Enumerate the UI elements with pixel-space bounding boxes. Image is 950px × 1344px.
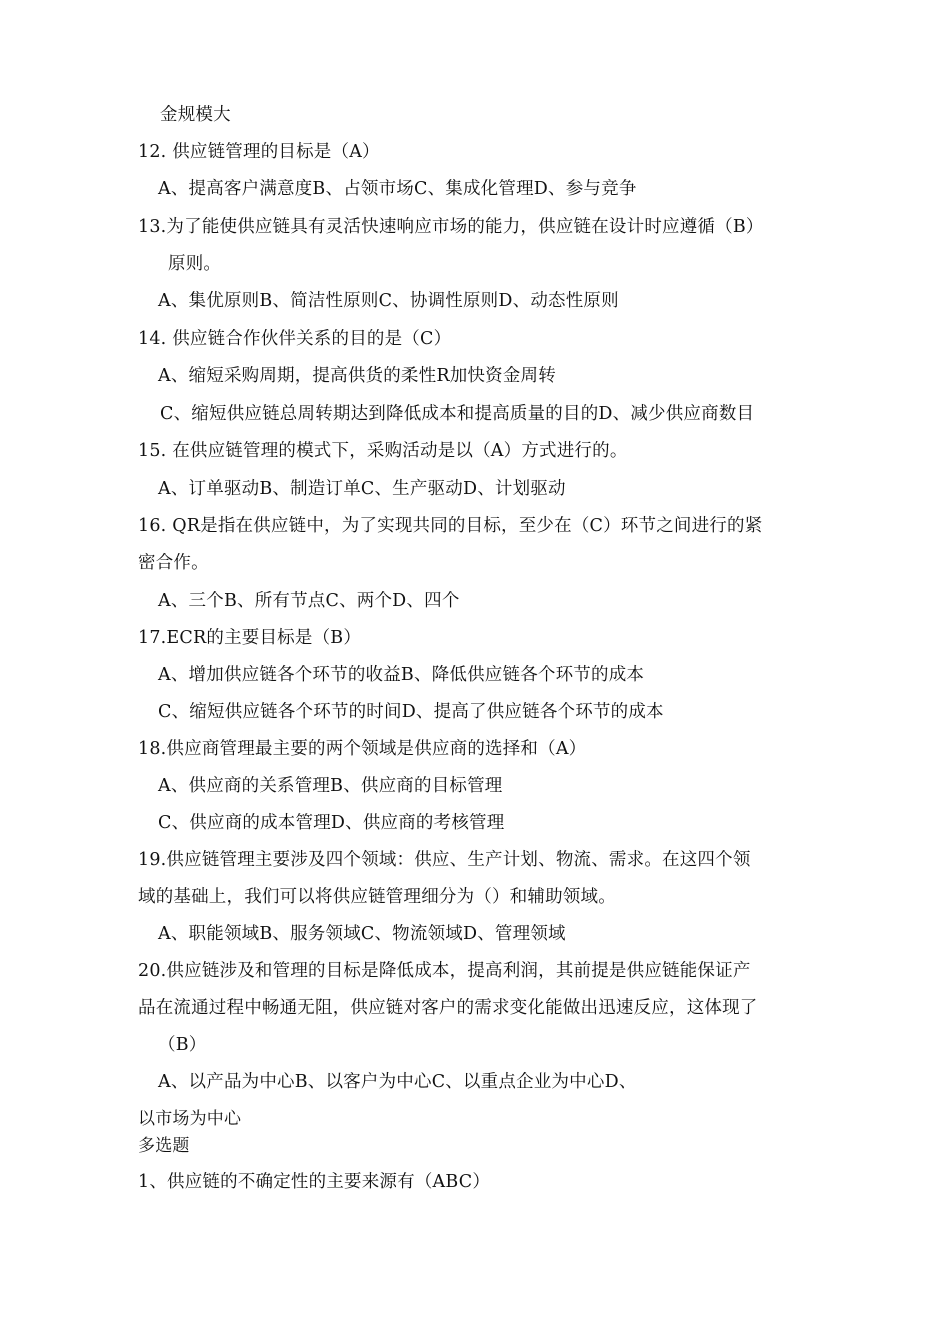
- question-20-cont: 品在流通过程中畅通无阻，供应链对客户的需求变化能做出迅速反应，这体现了: [138, 998, 758, 1018]
- question-16-cont: 密合作。: [138, 553, 209, 573]
- question-12: 12. 供应链管理的目标是（A）: [138, 142, 380, 162]
- section-heading: 多选题: [138, 1136, 190, 1156]
- options-19: A、职能领域B、服务领域C、物流领域D、管理领域: [158, 924, 566, 944]
- options-14-c: C、缩短供应链总周转期达到降低成本和提高质量的目的D、减少供应商数目: [160, 404, 755, 424]
- options-20-cont: 以市场为中心: [138, 1109, 242, 1129]
- options-17-a: A、增加供应链各个环节的收益B、降低供应链各个环节的成本: [158, 665, 645, 685]
- question-20: 20.供应链涉及和管理的目标是降低成本，提高利润，其前提是供应链能保证产: [138, 961, 751, 981]
- options-17-c: C、缩短供应链各个环节的时间D、提高了供应链各个环节的成本: [158, 702, 664, 722]
- text-line: 金规模大: [160, 105, 231, 125]
- question-19-cont: 域的基础上，我们可以将供应链管理细分为（）和辅助领域。: [138, 887, 616, 907]
- options-13: A、集优原则B、简洁性原则C、协调性原则D、动态性原则: [158, 291, 619, 311]
- question-14: 14. 供应链合作伙伴关系的目的是（C）: [138, 329, 452, 349]
- options-15: A、订单驱动B、制造订单C、生产驱动D、计划驱动: [158, 479, 566, 499]
- options-18-a: A、供应商的关系管理B、供应商的目标管理: [158, 776, 503, 796]
- question-13-cont: 原则。: [168, 254, 222, 274]
- question-15: 15. 在供应链管理的模式下，采购活动是以（A）方式进行的。: [138, 441, 628, 461]
- question-19: 19.供应链管理主要涉及四个领域：供应、生产计划、物流、需求。在这四个领: [138, 850, 751, 870]
- options-16: A、三个B、所有节点C、两个D、四个: [158, 591, 460, 611]
- multi-question-1: 1、供应链的不确定性的主要来源有（ABC）: [138, 1172, 491, 1192]
- options-14-a: A、缩短采购周期，提高供货的柔性R加快资金周转: [158, 366, 556, 386]
- question-16: 16. QR是指在供应链中，为了实现共同的目标，至少在（C）环节之间进行的紧: [138, 516, 763, 536]
- question-20-answer: （B）: [158, 1035, 207, 1055]
- options-12: A、提高客户满意度B、占领市场C、集成化管理D、参与竞争: [158, 179, 637, 199]
- options-20: A、以产品为中心B、以客户为中心C、以重点企业为中心D、: [158, 1072, 637, 1092]
- options-18-c: C、供应商的成本管理D、供应商的考核管理: [158, 813, 505, 833]
- question-17: 17.ECR的主要目标是（B）: [138, 628, 362, 648]
- question-18: 18.供应商管理最主要的两个领域是供应商的选择和（A）: [138, 739, 587, 759]
- question-13: 13.为了能使供应链具有灵活快速响应市场的能力，供应链在设计时应遵循（B）: [138, 217, 764, 237]
